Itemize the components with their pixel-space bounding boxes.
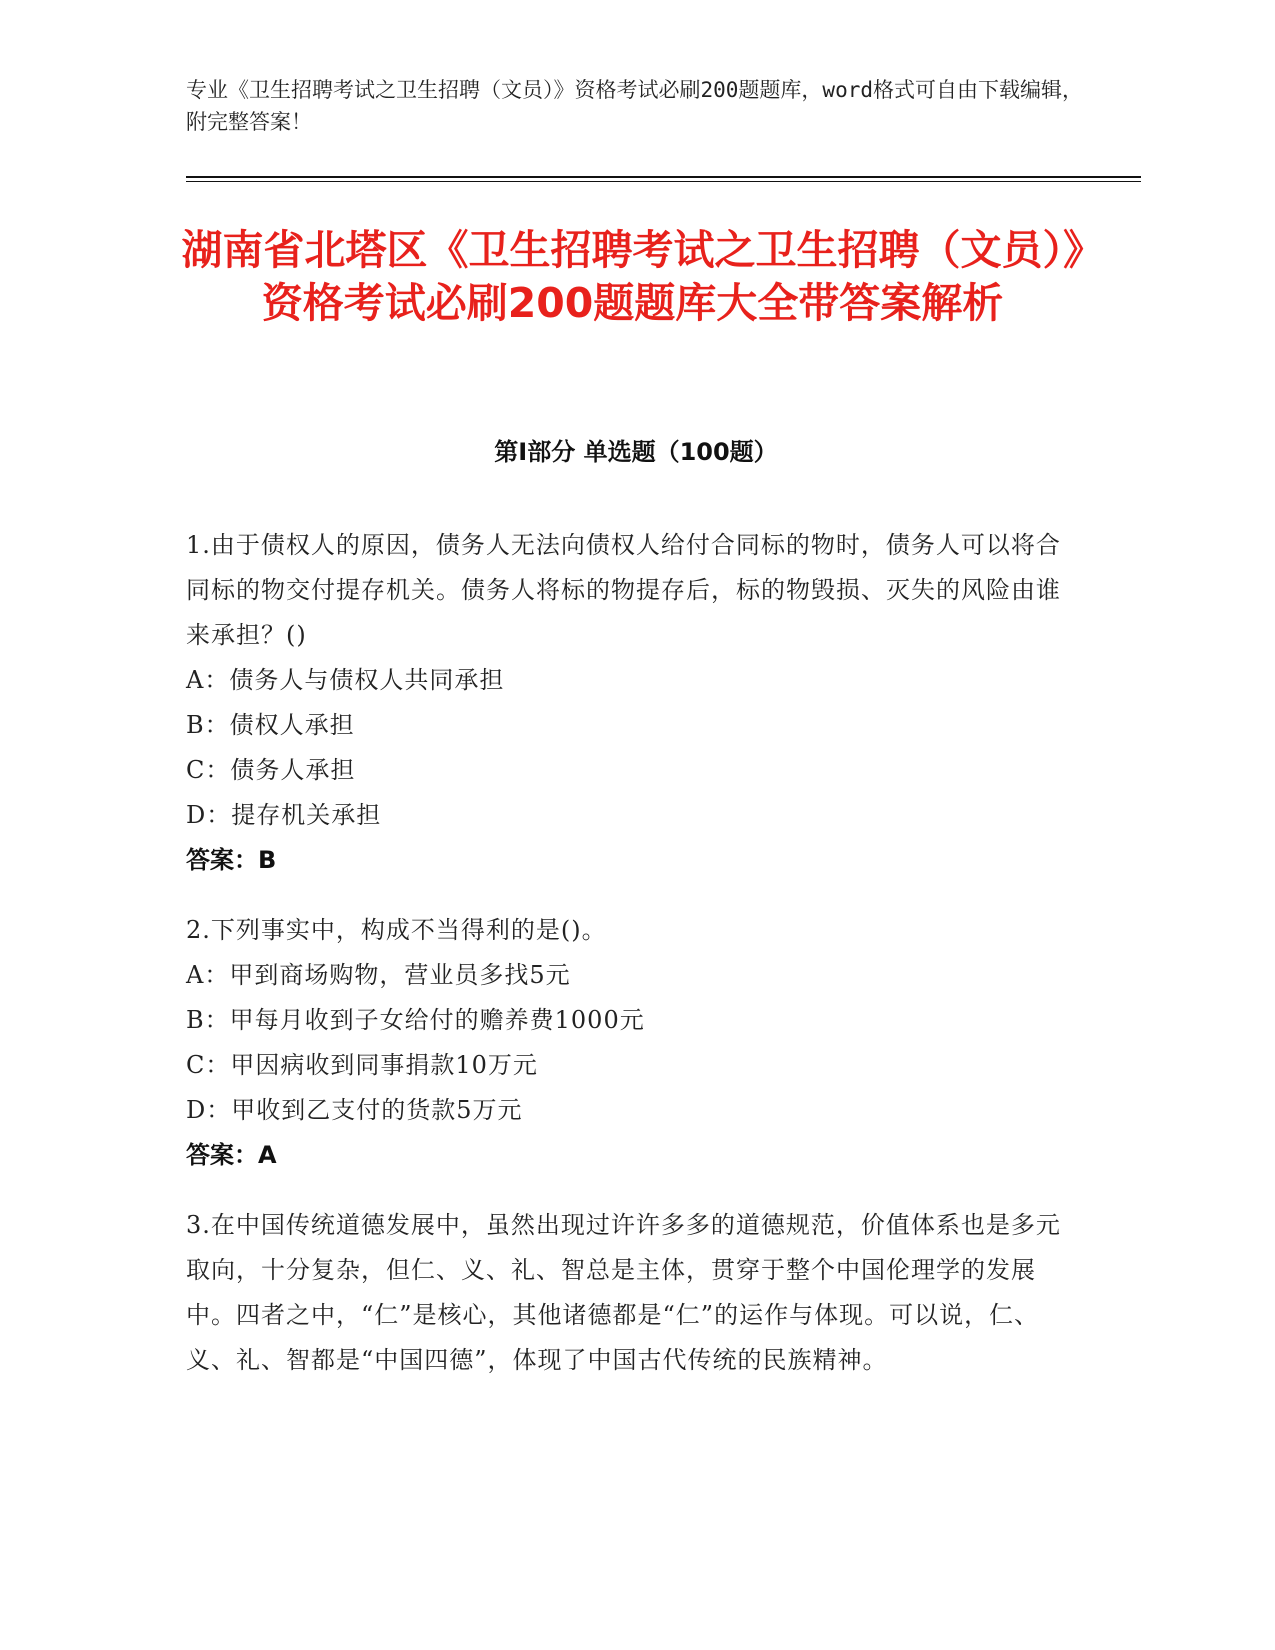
header-rule-thin — [186, 181, 1141, 182]
option-c: C：甲因病收到同事捐款10万元 — [186, 1051, 538, 1079]
header-note: 专业《卫生招聘考试之卫生招聘（文员）》资格考试必刷200题题库，word格式可自由下载编辑，附完整答案！ — [186, 78, 1083, 134]
header-rule-thick — [186, 176, 1141, 178]
question-stem: 3.在中国传统道德发展中，虽然出现过许许多多的道德规范，价值体系也是多元取向，十分复杂，但仁、义、礼、智总是主体，贯穿于整个中国伦理学的发展中。四者之中，“仁”是核心，其他诸德都是“仁”的运作与体现。可以说，仁、义、礼、智都是“中国四德”，体现了中国古代传统的民族精神。 — [186, 1211, 1061, 1374]
answer: 答案：A — [186, 1141, 277, 1169]
question-1 — [186, 523, 1066, 883]
option-a: A：甲到商场购物，营业员多找5元 — [186, 961, 571, 989]
option-a: A：债务人与债权人共同承担 — [186, 666, 505, 694]
question-2 — [186, 908, 1066, 1178]
option-b: B：债权人承担 — [186, 711, 355, 739]
option-d: D：甲收到乙支付的货款5万元 — [186, 1096, 523, 1124]
option-d: D：提存机关承担 — [186, 801, 382, 829]
question-3 — [186, 1203, 1066, 1383]
question-stem: 1.由于债权人的原因，债务人无法向债权人给付合同标的物时，债务人可以将合同标的物交付提存机关。债务人将标的物提存后，标的物毁损、灭失的风险由谁来承担？() — [186, 531, 1061, 649]
option-b: B：甲每月收到子女给付的赡养费1000元 — [186, 1006, 645, 1034]
section-heading: 第I部分 单选题（100题） — [494, 438, 778, 466]
document-title: 湖南省北塔区《卫生招聘考试之卫生招聘（文员）》资格考试必刷200题题库大全带答案解析 — [181, 226, 1084, 327]
question-stem: 2.下列事实中，构成不当得利的是()。 — [186, 916, 607, 944]
option-c: C：债务人承担 — [186, 756, 356, 784]
question-list — [186, 523, 1066, 1408]
answer: 答案：B — [186, 846, 277, 874]
